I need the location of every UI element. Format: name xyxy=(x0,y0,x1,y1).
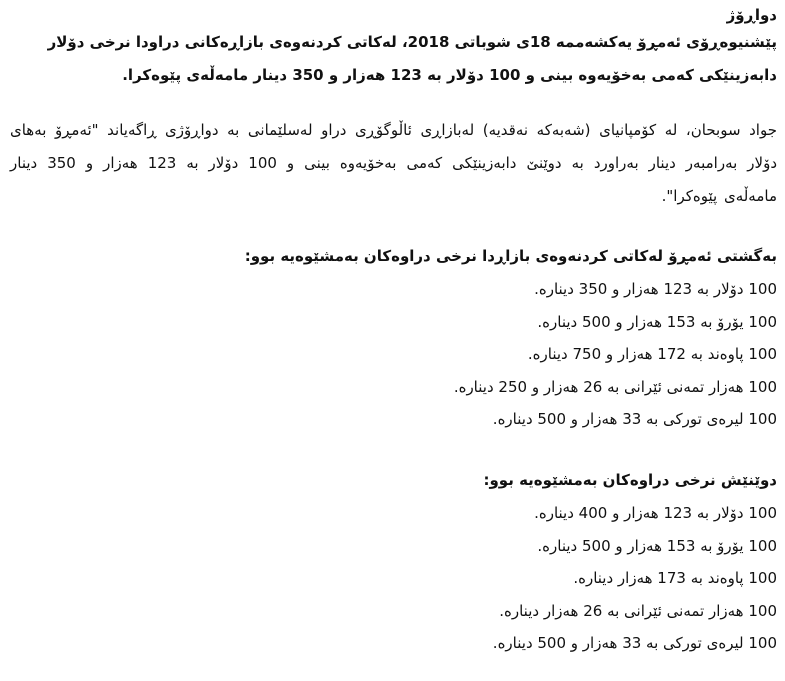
yesterday-rates-list xyxy=(10,497,777,660)
spacer xyxy=(10,213,777,240)
rate-item: 100 هەزار تمەنی ئێرانی بە 26 هەزار و 250 دینارە. xyxy=(453,377,777,396)
rate-item: 100 یۆرۆ بە 153 هەزار و 500 دینارە. xyxy=(537,536,777,555)
article-source: دواڕۆژ xyxy=(726,6,777,24)
rate-item: 100 هەزار تمەنی ئێرانی بە 26 هەزار دینارە. xyxy=(499,601,777,620)
today-rates-heading: بەگشتی ئەمڕۆ لەکاتی کردنەوەی بازاڕدا نرخی دراوەکان بەمشێوەیە بوو: xyxy=(244,247,777,265)
rate-item: 100 لیرەی تورکی بە 33 هەزار و 500 دینارە. xyxy=(492,410,777,429)
rate-item: 100 یۆرۆ بە 153 هەزار و 500 دینارە. xyxy=(537,312,777,331)
spacer xyxy=(10,92,777,114)
rate-item: 100 پاوەند بە 172 هەزار و 750 دینارە. xyxy=(527,345,777,364)
spacer xyxy=(10,436,777,464)
rate-item: 100 پاوەند بە 173 هەزار دینارە. xyxy=(573,569,777,588)
rate-item: 100 لیرەی تورکی بە 33 هەزار و 500 دینارە. xyxy=(492,634,777,653)
article-lead: پێشنیوەڕۆی ئەمڕۆ یەکشەممە 18ی شوباتی 2018، لەکاتی کردنەوەی بازاڕەکانی دراودا نرخی دۆلار دابەزینێکی کەمی بەخۆیەوە بینی و 100 دۆلار بە 123 هەزار و 350 دینار مامەڵەی پێوەکرا. xyxy=(47,33,777,84)
article-body: جواد سوبحان، لە کۆمپانیای (شەبەکە نەقدیە) لەبازاڕی ئاڵوگۆڕی دراو لەسلێمانی بە دواڕۆژی ڕاگەیاند "ئەمڕۆ بەهای دۆلار بەرامبەر دینار بەراورد بە دوێنێ دابەزینێکی کەمی بەخۆیەوە بینی و 100 دۆلار بە 123 هەزار و 350 دینار مامەڵەی پێوەکرا". xyxy=(10,121,778,205)
yesterday-rates-heading: دوێنێش نرخی دراوەکان بەمشێوەیە بوو: xyxy=(483,470,777,489)
rate-item: 100 دۆلار بە 123 هەزار و 350 دینارە. xyxy=(534,280,777,298)
today-rates-list xyxy=(10,273,777,436)
rate-item: 100 دۆلار بە 123 هەزار و 400 دینارە. xyxy=(534,503,777,522)
